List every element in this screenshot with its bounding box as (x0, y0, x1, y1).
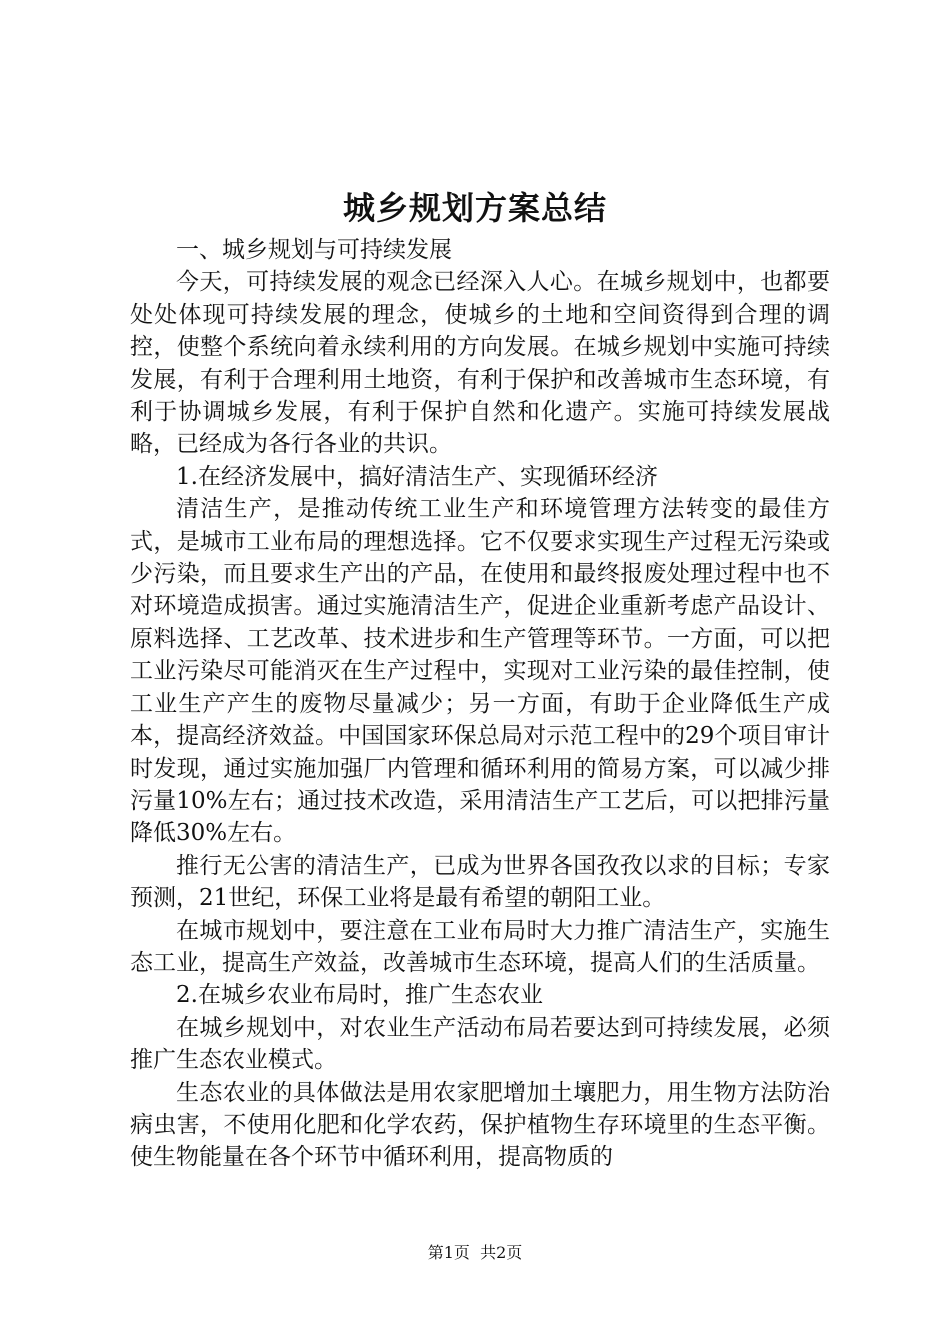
page-footer (0, 1242, 950, 1264)
total-pages: 共2页 (480, 1243, 523, 1262)
page-number: 第1页 (427, 1243, 470, 1262)
paragraph: 推行无公害的清洁生产，已成为世界各国孜孜以求的目标；专家预测，21世纪，环保工业将是最有希望的朝阳工业。 (130, 852, 830, 912)
paragraph: 生态农业的具体做法是用农家肥增加土壤肥力，用生物方法防治病虫害，不使用化肥和化学农药，保护植物生存环境里的生态平衡。使生物能量在各个环节中循环利用，提高物质的 (130, 1079, 830, 1171)
paragraph: 在城市规划中，要注意在工业布局时大力推广清洁生产，实施生态工业，提高生产效益，改善城市生态环境，提高人们的生活质量。 (130, 917, 830, 976)
document-body (130, 234, 830, 1174)
paragraph: 在城乡规划中，对农业生产活动布局若要达到可持续发展，必须推广生态农业模式。 (130, 1014, 830, 1074)
paragraph: 今天，可持续发展的观念已经深入人心。在城乡规划中，也都要处处体现可持续发展的理念，使城乡的土地和空间资得到合理的调控，使整个系统向着永续利用的方向发展。在城乡规划中实施可持续发展，有利于合理利用土地资，有利于保护和改善城市生态环境，有利于协调城乡发展，有利于保护自然和化遗产。实施可持续发展战略，已经成为各行各业的共识。 (130, 269, 830, 458)
section-heading: 一、城乡规划与可持续发展 (176, 237, 452, 263)
paragraph: 清洁生产，是推动传统工业生产和环境管理方法转变的最佳方式，是城市工业布局的理想选择。它不仅要求实现生产过程无污染或少污染，而且要求生产出的产品，在使用和最终报废处理过程中也不对环境造成损害。通过实施清洁生产，促进企业重新考虑产品设计、原料选择、工艺改革、技术进步和生产管理等环节。一方面，可以把工业污染尽可能消灭在生产过程中，实现对工业污染的最佳控制，使工业生产产生的废物尽量减少；另一方面，有助于企业降低生产成本，提高经济效益。中国国家环保总局对示范工程中的29个项目审计时发现，通过实施加强厂内管理和循环利用的简易方案，可以减少排污量10%左右；通过技术改造，采用清洁生产工艺后，可以把排污量降低30%左右。 (130, 496, 830, 847)
document-title: 城乡规划方案总结 (342, 189, 607, 227)
subsection-heading: 1.在经济发展中，搞好清洁生产、实现循环经济 (176, 463, 658, 490)
subsection-heading: 2.在城乡农业布局时，推广生态农业 (176, 982, 543, 1009)
